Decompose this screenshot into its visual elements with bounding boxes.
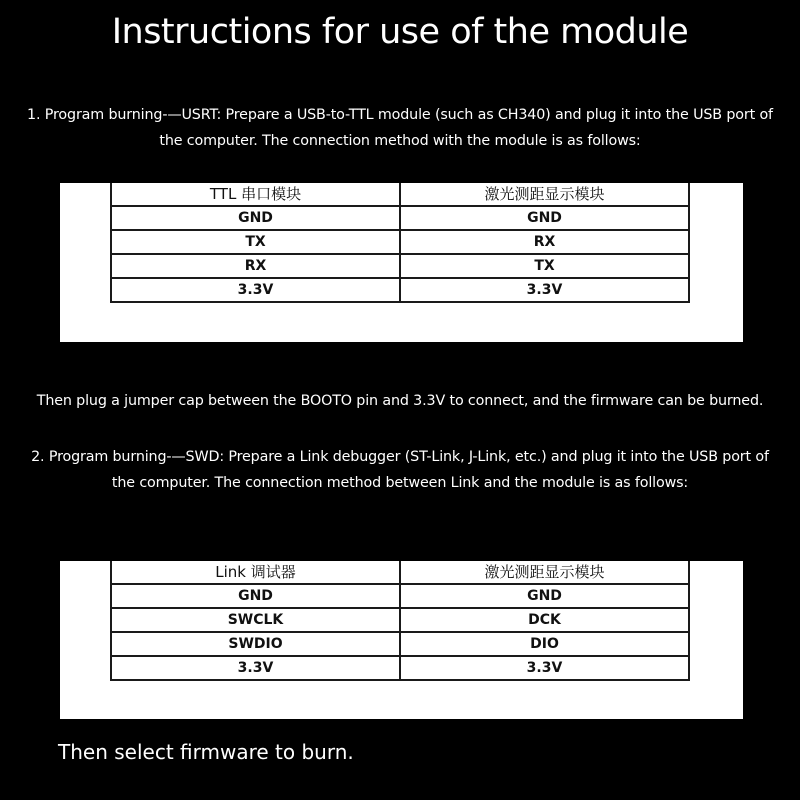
page-title: Instructions for use of the module bbox=[111, 12, 689, 52]
table-cell: GND bbox=[111, 206, 400, 230]
table-row bbox=[111, 584, 689, 608]
table-header-row bbox=[111, 561, 689, 584]
table-row bbox=[111, 632, 689, 656]
usrt-connection-table bbox=[110, 183, 690, 303]
final-note: Then select firmware to burn. bbox=[58, 740, 354, 764]
column-header: 激光测距显示模块 bbox=[400, 561, 689, 584]
table-row bbox=[111, 608, 689, 632]
table-cell: DIO bbox=[400, 632, 689, 656]
jumper-note: Then plug a jumper cap between the BOOTO pin and 3.3V to connect, and the firmware can be burned. bbox=[36, 393, 764, 409]
swd-instructions: 2. Program burning-—SWD: Prepare a Link debugger (ST-Link, J-Link, etc.) and plug it into the USB port of the computer. The connection method between Link and the module is as follows: bbox=[31, 449, 769, 491]
table-row bbox=[111, 656, 689, 680]
table-cell: GND bbox=[400, 584, 689, 608]
column-header: 激光测距显示模块 bbox=[400, 183, 689, 206]
table-cell: RX bbox=[111, 254, 400, 278]
table-cell: RX bbox=[400, 230, 689, 254]
swd-connection-table bbox=[110, 561, 690, 681]
table-cell: TX bbox=[111, 230, 400, 254]
table-header-row bbox=[111, 183, 689, 206]
swd-table-panel bbox=[60, 561, 743, 719]
column-header: TTL 串口模块 bbox=[111, 183, 400, 206]
table-cell: DCK bbox=[400, 608, 689, 632]
table-row bbox=[111, 254, 689, 278]
table-row bbox=[111, 230, 689, 254]
table-cell: SWDIO bbox=[111, 632, 400, 656]
table-cell: GND bbox=[111, 584, 400, 608]
table-row bbox=[111, 278, 689, 302]
table-cell: TX bbox=[400, 254, 689, 278]
usrt-instructions: 1. Program burning-—USRT: Prepare a USB-to-TTL module (such as CH340) and plug it into the USB port of the computer. The connection method with the module is as follows: bbox=[27, 107, 773, 149]
usrt-table-panel bbox=[60, 183, 743, 342]
table-cell: 3.3V bbox=[400, 656, 689, 680]
column-header: Link 调试器 bbox=[111, 561, 400, 584]
table-cell: 3.3V bbox=[111, 656, 400, 680]
table-cell: GND bbox=[400, 206, 689, 230]
table-row bbox=[111, 206, 689, 230]
table-cell: 3.3V bbox=[111, 278, 400, 302]
table-cell: SWCLK bbox=[111, 608, 400, 632]
table-cell: 3.3V bbox=[400, 278, 689, 302]
